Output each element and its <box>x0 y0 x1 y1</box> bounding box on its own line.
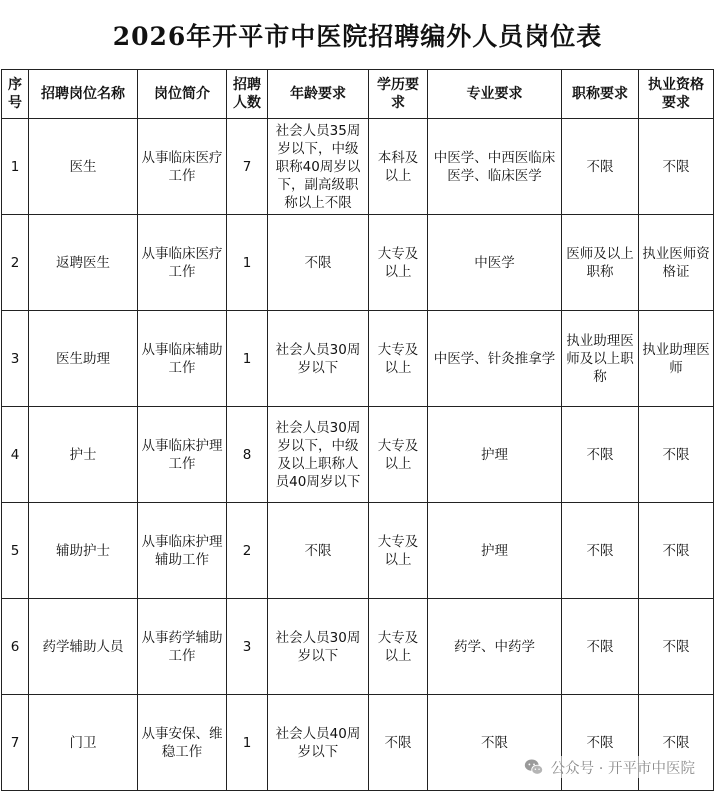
major-requirement-cell: 护理 <box>428 503 562 599</box>
education-requirement-cell: 大专及以上 <box>369 599 428 695</box>
header-cell: 序号 <box>2 70 29 119</box>
header-cell: 招聘人数 <box>227 70 268 119</box>
table-row <box>2 311 714 407</box>
table-body <box>2 119 714 791</box>
title-requirement-cell: 执业助理医师及以上职称 <box>562 311 639 407</box>
header-cell: 招聘岗位名称 <box>29 70 138 119</box>
major-requirement-cell: 中医学、中西医临床医学、临床医学 <box>428 119 562 215</box>
age-requirement-cell: 社会人员30周岁以下，中级及以上职称人员40周岁以下 <box>268 407 369 503</box>
position-description-cell: 从事药学辅助工作 <box>138 599 227 695</box>
row-number-cell: 2 <box>2 215 29 311</box>
position-description-cell: 从事临床医疗工作 <box>138 215 227 311</box>
age-requirement-cell: 不限 <box>268 503 369 599</box>
header-cell: 学历要求 <box>369 70 428 119</box>
major-requirement-cell: 中医学 <box>428 215 562 311</box>
position-description-cell: 从事临床护理辅助工作 <box>138 503 227 599</box>
position-name-cell: 门卫 <box>29 695 138 791</box>
header-cell: 执业资格要求 <box>639 70 714 119</box>
header-cell: 岗位简介 <box>138 70 227 119</box>
title-requirement-cell: 不限 <box>562 695 639 791</box>
qualification-requirement-cell: 不限 <box>639 407 714 503</box>
headcount-cell: 7 <box>227 119 268 215</box>
position-description-cell: 从事安保、维稳工作 <box>138 695 227 791</box>
row-number-cell: 4 <box>2 407 29 503</box>
position-name-cell: 药学辅助人员 <box>29 599 138 695</box>
table-row <box>2 119 714 215</box>
title-requirement-cell: 医师及以上职称 <box>562 215 639 311</box>
qualification-requirement-cell: 不限 <box>639 599 714 695</box>
header-cell: 年龄要求 <box>268 70 369 119</box>
row-number-cell: 3 <box>2 311 29 407</box>
position-description-cell: 从事临床辅助工作 <box>138 311 227 407</box>
watermark-text: 公众号 · 开平市中医院 <box>550 760 695 777</box>
qualification-requirement-cell: 执业医师资格证 <box>639 215 714 311</box>
wechat-icon <box>523 756 545 778</box>
education-requirement-cell: 本科及以上 <box>369 119 428 215</box>
position-name-cell: 医生助理 <box>29 311 138 407</box>
position-name-cell: 辅助护士 <box>29 503 138 599</box>
page-title: 2026年开平市中医院招聘编外人员岗位表 <box>112 22 603 51</box>
education-requirement-cell: 大专及以上 <box>369 215 428 311</box>
major-requirement-cell: 护理 <box>428 407 562 503</box>
headcount-cell: 1 <box>227 215 268 311</box>
row-number-cell: 6 <box>2 599 29 695</box>
age-requirement-cell: 社会人员30周岁以下 <box>268 311 369 407</box>
age-requirement-cell: 社会人员30周岁以下 <box>268 599 369 695</box>
title-requirement-cell: 不限 <box>562 599 639 695</box>
table-row <box>2 503 714 599</box>
table-header-row <box>2 70 714 119</box>
headcount-cell: 2 <box>227 503 268 599</box>
title-requirement-cell: 不限 <box>562 503 639 599</box>
table-row <box>2 599 714 695</box>
header-cell: 职称要求 <box>562 70 639 119</box>
qualification-requirement-cell: 不限 <box>639 119 714 215</box>
major-requirement-cell: 不限 <box>428 695 562 791</box>
position-name-cell: 护士 <box>29 407 138 503</box>
education-requirement-cell: 大专及以上 <box>369 503 428 599</box>
row-number-cell: 1 <box>2 119 29 215</box>
age-requirement-cell: 社会人员40周岁以下 <box>268 695 369 791</box>
recruitment-table <box>1 69 714 791</box>
headcount-cell: 3 <box>227 599 268 695</box>
age-requirement-cell: 社会人员35周岁以下，中级职称40周岁以下，副高级职称以上不限 <box>268 119 369 215</box>
headcount-cell: 1 <box>227 695 268 791</box>
title-requirement-cell: 不限 <box>562 407 639 503</box>
headcount-cell: 1 <box>227 311 268 407</box>
position-name-cell: 返聘医生 <box>29 215 138 311</box>
position-description-cell: 从事临床医疗工作 <box>138 119 227 215</box>
title-requirement-cell: 不限 <box>562 119 639 215</box>
table-row <box>2 407 714 503</box>
table-row <box>2 215 714 311</box>
qualification-requirement-cell: 不限 <box>639 503 714 599</box>
education-requirement-cell: 不限 <box>369 695 428 791</box>
header-cell: 专业要求 <box>428 70 562 119</box>
education-requirement-cell: 大专及以上 <box>369 407 428 503</box>
major-requirement-cell: 中医学、针灸推拿学 <box>428 311 562 407</box>
row-number-cell: 7 <box>2 695 29 791</box>
position-name-cell: 医生 <box>29 119 138 215</box>
qualification-requirement-cell: 不限 <box>639 695 714 791</box>
qualification-requirement-cell: 执业助理医师 <box>639 311 714 407</box>
position-description-cell: 从事临床护理工作 <box>138 407 227 503</box>
age-requirement-cell: 不限 <box>268 215 369 311</box>
education-requirement-cell: 大专及以上 <box>369 311 428 407</box>
headcount-cell: 8 <box>227 407 268 503</box>
row-number-cell: 5 <box>2 503 29 599</box>
watermark <box>523 756 695 778</box>
major-requirement-cell: 药学、中药学 <box>428 599 562 695</box>
